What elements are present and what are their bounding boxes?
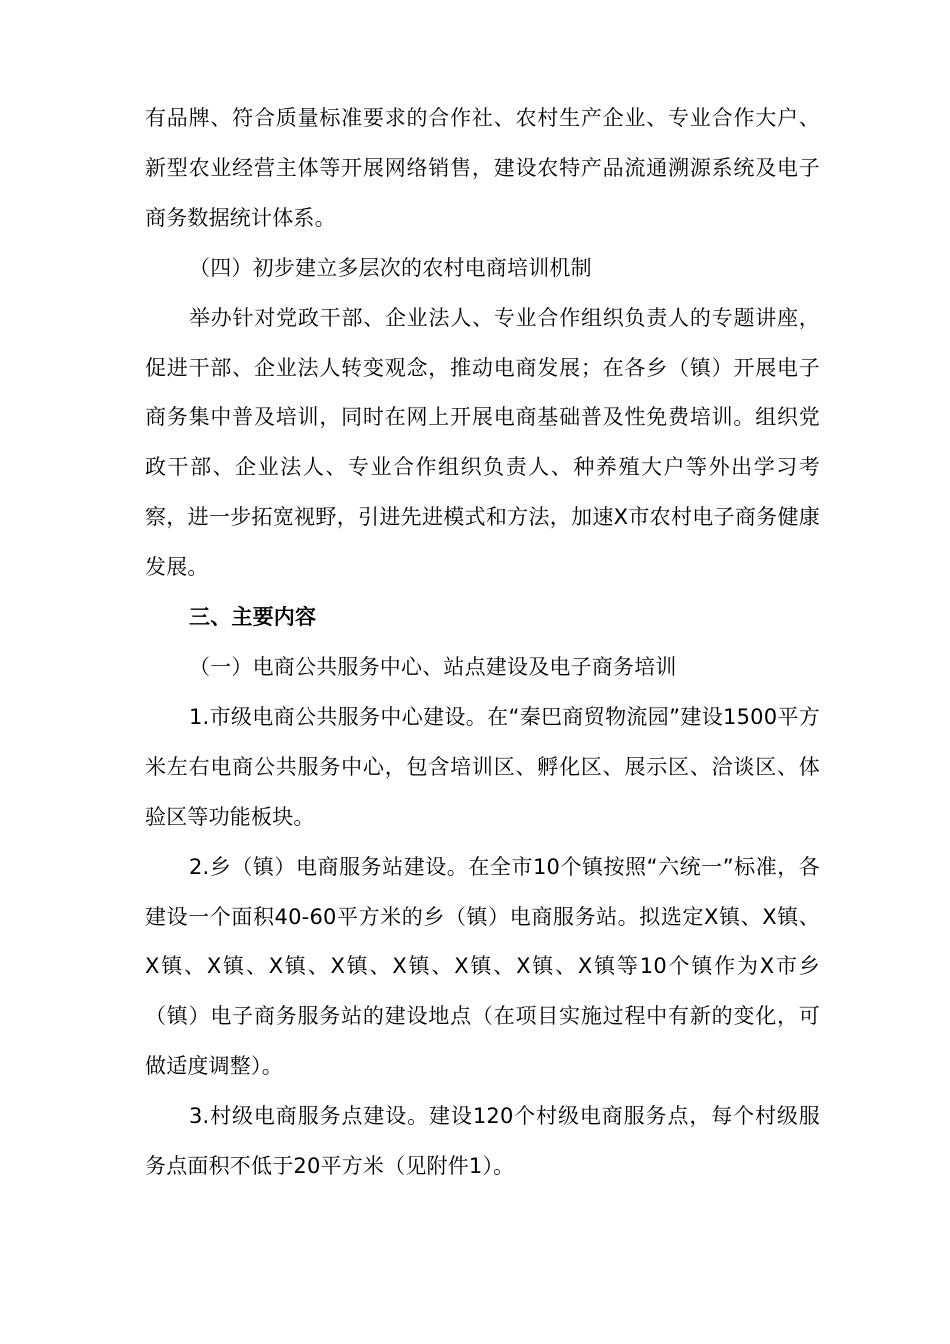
body-paragraph-1: 有品牌、符合质量标准要求的合作社、农村生产企业、专业合作大户、新型农业经营主体等开展网络销售，建设农特产品流通溯源系统及电子商务数据统计体系。 bbox=[145, 106, 820, 230]
subheading-4: （四）初步建立多层次的农村电商培训机制 bbox=[189, 255, 592, 280]
body-paragraph-4: 2.乡（镇）电商服务站建设。在全市10个镇按照“六统一”标准，各建设一个面积40-60平方米的乡（镇）电商服务站。拟选定X镇、X镇、X镇、X镇、X镇、X镇、X镇、X镇、X镇、X镇等10个镇作为X市乡（镇）电子商务服务站的建设地点（在项目实施过程中有新的变化，可做适度调整）。 bbox=[145, 854, 820, 1079]
document-page bbox=[145, 94, 820, 1192]
section-heading-3: 三、主要内容 bbox=[189, 605, 317, 630]
body-paragraph-3: 1.市级电商公共服务中心建设。在“秦巴商贸物流园”建设1500平方米左右电商公共服务中心，包含培训区、孵化区、展示区、洽谈区、体验区等功能板块。 bbox=[145, 704, 820, 829]
subheading-1: （一）电商公共服务中心、站点建设及电子商务培训 bbox=[189, 654, 677, 679]
body-paragraph-5: 3.村级电商服务点建设。建设120个村级电商服务点，每个村级服务点面积不低于20平方米（见附件1）。 bbox=[145, 1104, 820, 1179]
body-paragraph-2: 举办针对党政干部、企业法人、专业合作组织负责人的专题讲座，促进干部、企业法人转变观念，推动电商发展；在各乡（镇）开展电子商务集中普及培训，同时在网上开展电商基础普及性免费培训。组织党政干部、企业法人、专业合作组织负责人、种养殖大户等外出学习考察，进一步拓宽视野，引进先进模式和方法，加速X市农村电子商务健康发展。 bbox=[145, 305, 820, 580]
